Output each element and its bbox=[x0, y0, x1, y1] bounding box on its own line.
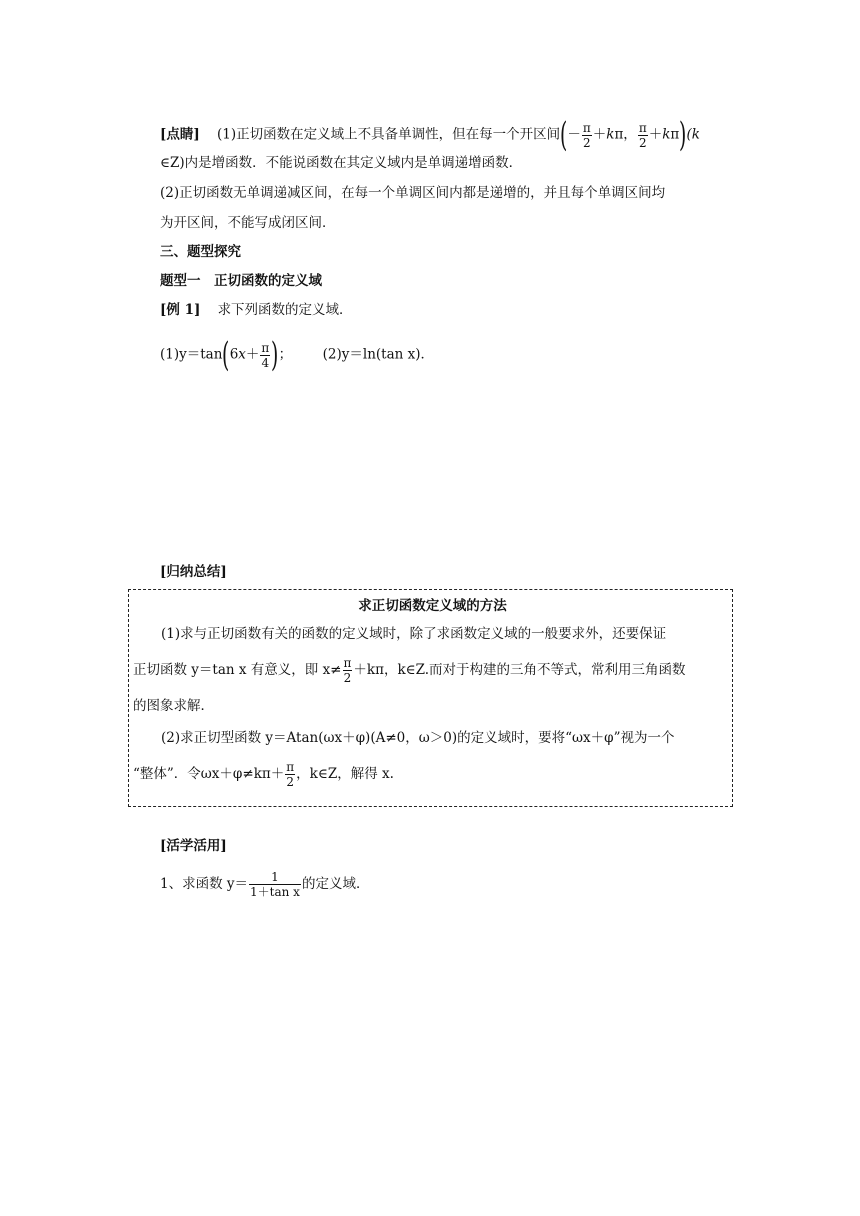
section-heading: 三、题型探究 bbox=[160, 244, 241, 260]
example1-questions: (1)y＝tan(6x＋ $\frac{\pi}{4}$ )； (2)y＝ln(tan x)． bbox=[160, 335, 435, 375]
dianjing-p1-text: (1)正切函数在定义域上不具备单调性，但在每一个开区间 bbox=[216, 126, 561, 143]
practice-label: [活学活用] bbox=[160, 838, 227, 854]
dianjing-line-2 bbox=[160, 153, 522, 173]
left-bracket: ( bbox=[222, 335, 230, 375]
dianjing-p1-cont: ∈Z)内是增函数．不能说函数在其定义域内是单调递增函数． bbox=[160, 155, 523, 171]
summary-p2-line-1: (2)求正切型函数 y＝Atan(ωx＋φ)(A≠0，ω＞0)的定义域时，要将“ωx＋φ”视为一个 bbox=[161, 730, 675, 746]
fraction-pi-over-2: $\frac{\pi}{2}$ bbox=[638, 120, 647, 150]
example1-label: [例 1] bbox=[160, 302, 201, 318]
example1-line bbox=[160, 300, 353, 320]
right-bracket: ) bbox=[679, 115, 687, 155]
type1-heading: 题型一 正切函数的定义域 bbox=[160, 273, 322, 289]
dianjing-line-3 bbox=[160, 183, 665, 203]
fraction-pi-over-2: $\frac{\pi}{2}$ bbox=[286, 760, 295, 789]
dianjing-p1-k: (k bbox=[686, 126, 700, 143]
example1-q1-prefix: (1)y＝tan bbox=[160, 346, 223, 363]
practice-q1: 1、求函数 y＝ $\frac{1}{\text{1＋tan x}}$ 的定义域． bbox=[160, 870, 370, 899]
summary-p1-line-3: 的图象求解． bbox=[133, 698, 214, 714]
summary-p1-line-2: 正切函数 y＝tan x 有意义，即 x≠ $\frac{\pi}{2}$ ＋kπ，k∈Z.而对于构建的三角不等式，常利用三角函数 bbox=[133, 656, 686, 685]
dianjing-label: [点睛] bbox=[160, 126, 200, 143]
fraction-one-over-one-plus-tan: $\frac{1}{\text{1＋tan x}}$ bbox=[250, 870, 300, 899]
dianjing-p2-text: (2)正切函数无单调递减区间，在每一个单调区间内都是递增的，并且每个单调区间均 bbox=[160, 185, 666, 201]
summary-box bbox=[128, 589, 733, 807]
dianjing-p2-cont: 为开区间，不能写成闭区间． bbox=[160, 215, 336, 231]
fraction-pi-over-2: $\frac{\pi}{2}$ bbox=[582, 120, 591, 150]
summary-label: [归纳总结] bbox=[160, 564, 227, 580]
fraction-pi-over-2: $\frac{\pi}{2}$ bbox=[343, 656, 352, 685]
summary-box-title: 求正切函数定义域的方法 bbox=[358, 598, 507, 614]
right-bracket: ) bbox=[271, 335, 279, 375]
summary-p1-line-1: (1)求与正切函数有关的函数的定义域时，除了求函数定义域的一般要求外，还要保证 bbox=[161, 626, 667, 642]
dianjing-line-1: [点睛] (1)正切函数在定义域上不具备单调性，但在每一个开区间(－ $\frac{\pi}{2}$ ＋kπ， $\frac{\pi}{2}$ ＋kπ)(k bbox=[160, 115, 700, 155]
left-bracket: ( bbox=[560, 115, 568, 155]
example1-q2: (2)y＝ln(tan x)． bbox=[322, 346, 435, 363]
dianjing-line-4 bbox=[160, 213, 336, 233]
example1-text: 求下列函数的定义域． bbox=[217, 302, 353, 318]
fraction-pi-over-4: $\frac{\pi}{4}$ bbox=[261, 340, 270, 370]
summary-p2-line-2: “整体”．令ωx＋φ≠kπ＋ $\frac{\pi}{2}$ ，k∈Z，解得 x. bbox=[133, 760, 394, 789]
